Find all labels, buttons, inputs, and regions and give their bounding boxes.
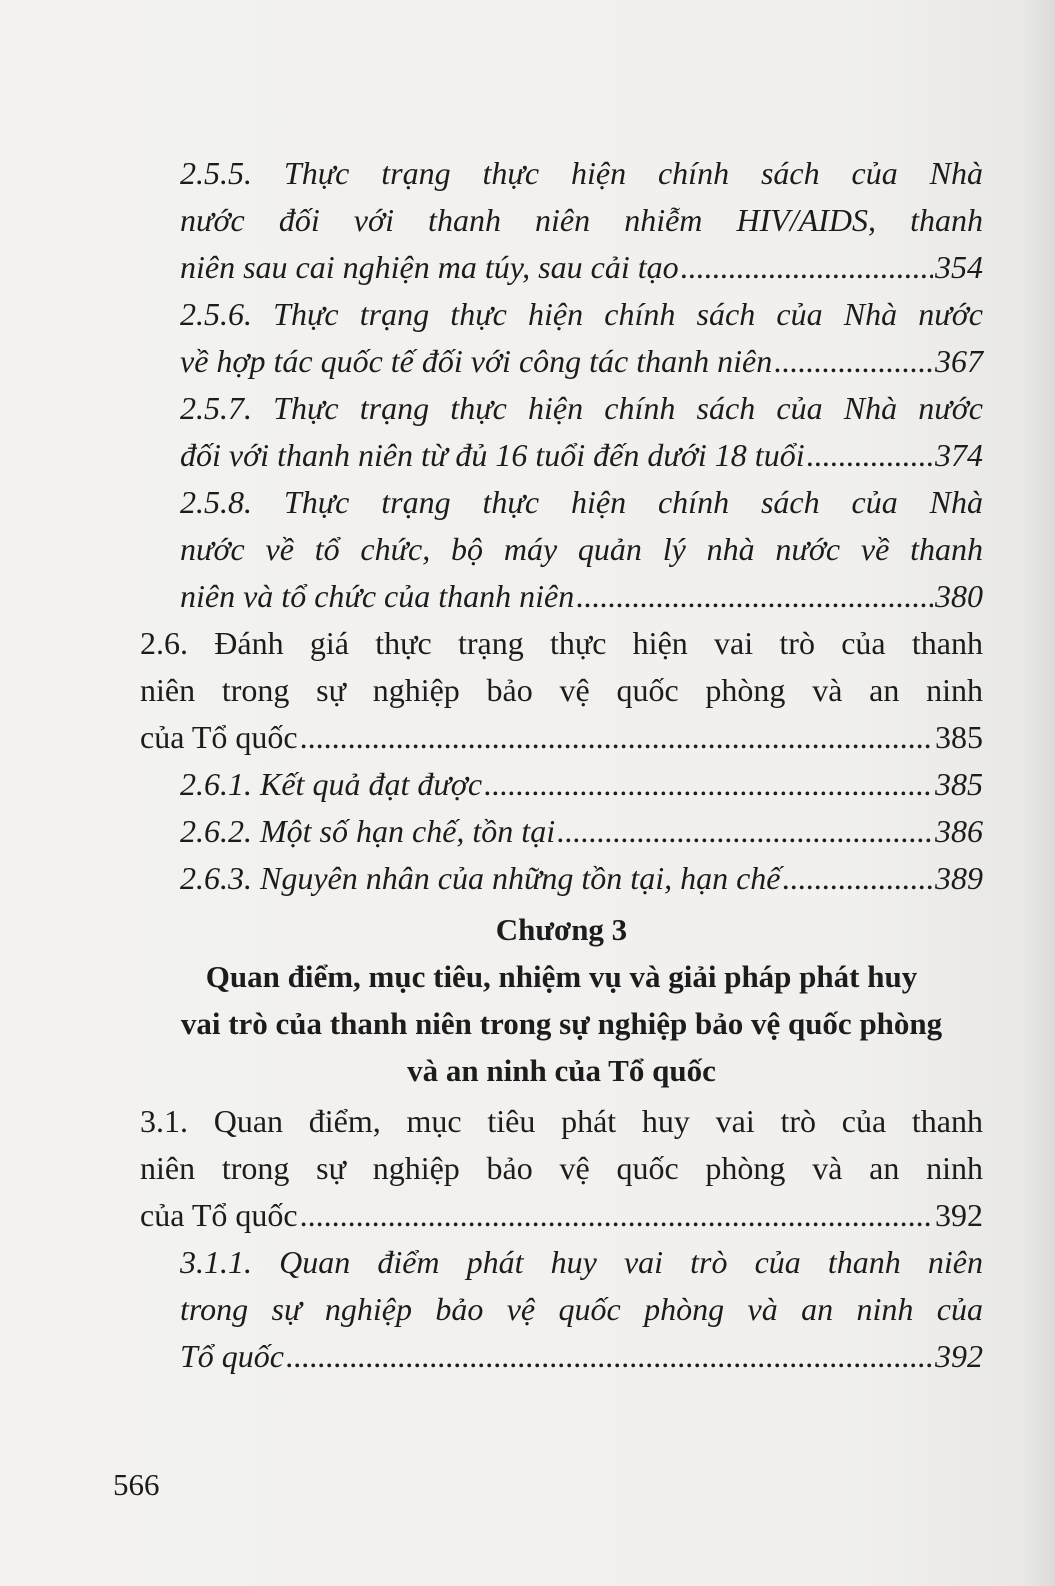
toc-entry-line: trong sự nghiệp bảo vệ quốc phòng và an ninh của [180, 1291, 983, 1327]
toc-entry-2-5-7[interactable] [140, 385, 983, 479]
toc-entry-line: của Tổ quốc [140, 1197, 298, 1233]
toc-entry-line: nước đối với thanh niên nhiễm HIV/AIDS, thanh [180, 202, 983, 238]
toc-entry-line: 2.5.8. Thực trạng thực hiện chính sách của Nhà [180, 484, 983, 520]
toc-entry-3-1[interactable] [140, 1098, 983, 1239]
toc-page-number: 380 [935, 578, 983, 614]
dot-leader [484, 761, 933, 808]
toc-entry-line: niên trong sự nghiệp bảo vệ quốc phòng và an ninh [140, 1150, 983, 1186]
toc-entry-2-5-8[interactable] [140, 479, 983, 620]
toc-page-number: 385 [935, 766, 983, 802]
toc-page-number: 374 [935, 437, 983, 473]
toc-entry-line: 3.1.1. Quan điểm phát huy vai trò của thanh niên [180, 1244, 983, 1280]
chapter-title-line: Quan điểm, mục tiêu, nhiệm vụ và giải pháp phát huy [205, 959, 918, 994]
toc-page-number: 385 [935, 719, 983, 755]
table-of-contents [140, 150, 983, 1380]
toc-page-number: 367 [935, 343, 983, 379]
dot-leader [681, 244, 933, 291]
dot-leader [576, 573, 933, 620]
toc-entry-line: đối với thanh niên từ đủ 16 tuổi đến dưới 18 tuổi [180, 437, 805, 473]
toc-entry-line: 2.5.6. Thực trạng thực hiện chính sách của Nhà nước [180, 296, 983, 332]
dot-leader [286, 1333, 933, 1380]
toc-entry-line: 2.5.7. Thực trạng thực hiện chính sách của Nhà nước [180, 390, 983, 426]
toc-entry-line: 2.6.3. Nguyên nhân của những tồn tại, hạn chế [180, 860, 781, 896]
dot-leader [300, 1192, 933, 1239]
toc-entry-2-6[interactable] [140, 620, 983, 761]
toc-page-number: 386 [935, 813, 983, 849]
toc-entry-2-5-5[interactable] [140, 150, 983, 291]
page-number: 566 [113, 1467, 160, 1502]
toc-entry-line: nước về tổ chức, bộ máy quản lý nhà nước về thanh [180, 531, 983, 567]
dot-leader [807, 432, 933, 479]
toc-page-number: 392 [935, 1338, 983, 1374]
toc-page-number: 392 [935, 1197, 983, 1233]
chapter-title-line: vai trò của thanh niên trong sự nghiệp bảo vệ quốc phòng [180, 1006, 943, 1041]
toc-entry-line: niên trong sự nghiệp bảo vệ quốc phòng và an ninh [140, 672, 983, 708]
toc-entry-line: niên và tổ chức của thanh niên [180, 578, 575, 614]
toc-entry-line: 2.6.1. Kết quả đạt được [180, 766, 483, 802]
toc-entry-line: 2.6.2. Một số hạn chế, tồn tại [180, 813, 556, 849]
dot-leader [782, 855, 933, 902]
toc-entry-line: 3.1. Quan điểm, mục tiêu phát huy vai trò của thanh [140, 1103, 983, 1139]
toc-entry-line: về hợp tác quốc tế đối với công tác thanh niên [180, 343, 773, 379]
toc-page-number: 354 [935, 249, 983, 285]
chapter-title-line: và an ninh của Tổ quốc [407, 1053, 716, 1088]
chapter-heading [140, 906, 983, 1094]
toc-entry-2-5-6[interactable] [140, 291, 983, 385]
toc-entry-line: của Tổ quốc [140, 719, 298, 755]
dot-leader [774, 338, 933, 385]
toc-page-number: 389 [935, 860, 983, 896]
toc-entry-2-6-2[interactable] [140, 808, 983, 855]
dot-leader [300, 714, 933, 761]
toc-entry-line: 2.5.5. Thực trạng thực hiện chính sách của Nhà [180, 155, 983, 191]
toc-entry-line: 2.6. Đánh giá thực trạng thực hiện vai trò của thanh [140, 625, 983, 661]
toc-entry-line: niên sau cai nghiện ma túy, sau cải tạo [180, 249, 679, 285]
dot-leader [557, 808, 933, 855]
toc-entry-line: Tổ quốc [180, 1338, 284, 1374]
toc-entry-2-6-1[interactable] [140, 761, 983, 808]
toc-entry-2-6-3[interactable] [140, 855, 983, 902]
chapter-number: Chương 3 [495, 912, 628, 947]
toc-entry-3-1-1[interactable] [140, 1239, 983, 1380]
